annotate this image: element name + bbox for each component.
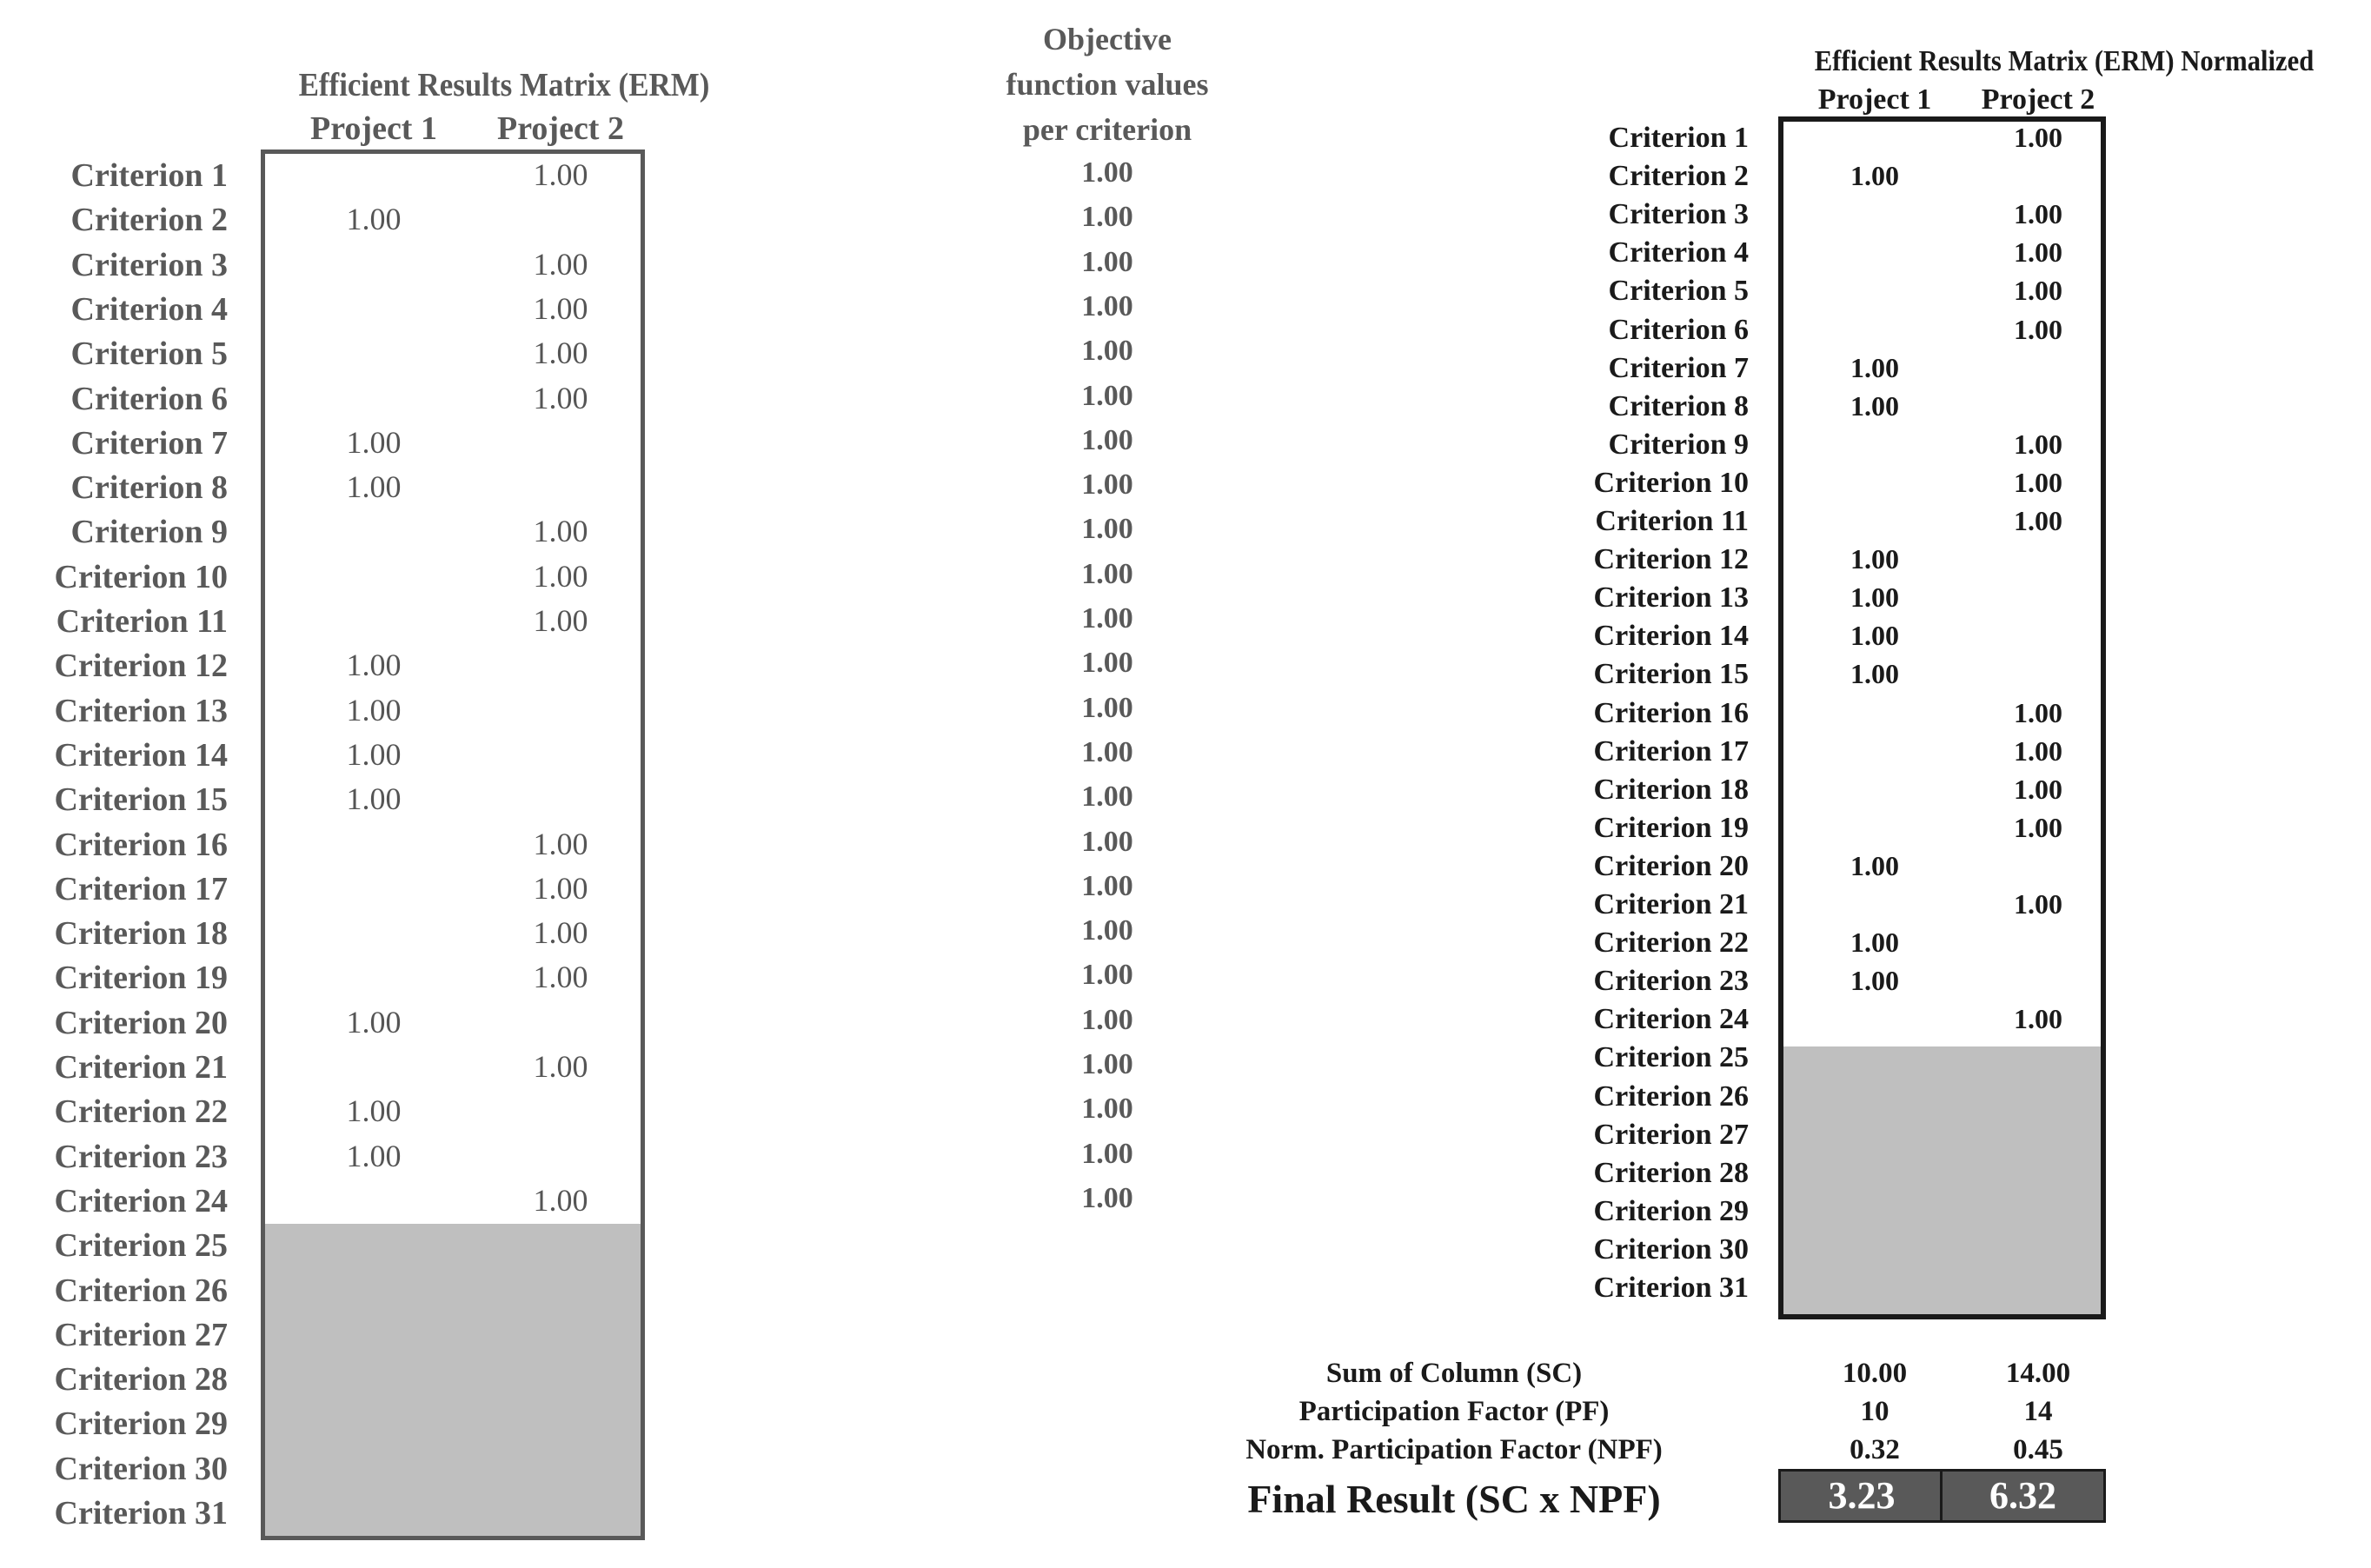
erm-row-label: Criterion 30	[54, 1450, 228, 1487]
erm-row-label: Criterion 31	[54, 1495, 228, 1531]
erm-normalized-row-label: Criterion 25	[1593, 1041, 1749, 1074]
erm-normalized-row-label: Criterion 23	[1593, 965, 1749, 998]
objective-value: 1.00	[1081, 602, 1133, 635]
summary-label-sc: Sum of Column (SC)	[1325, 1358, 1583, 1389]
erm-normalized-cell-project-1: 1.00	[1850, 849, 1899, 881]
erm-normalized-cell-project-2: 1.00	[2014, 198, 2062, 230]
erm-row-label: Criterion 25	[54, 1227, 228, 1265]
erm-normalized-row-label: Criterion 10	[1593, 466, 1749, 499]
erm-cell-project-2: 1.00	[533, 336, 588, 371]
erm-row-label: Criterion 8	[70, 469, 228, 507]
erm-normalized-cell-project-2: 1.00	[2014, 313, 2062, 345]
erm-normalized-row-label: Criterion 27	[1593, 1118, 1749, 1151]
summary-pf-project-1: 10	[1860, 1396, 1889, 1427]
objective-header-line-3: per criterion	[1022, 112, 1192, 147]
erm-normalized-disabled-region	[1783, 1046, 2101, 1314]
erm-row-label: Criterion 27	[54, 1316, 228, 1353]
erm-normalized-cell-project-1: 1.00	[1850, 389, 1899, 422]
erm-row-label: Criterion 16	[54, 826, 228, 863]
erm-cell-project-2: 1.00	[533, 826, 588, 861]
erm-normalized-cell-project-1: 1.00	[1850, 620, 1899, 652]
objective-value: 1.00	[1081, 379, 1133, 412]
erm-row-label: Criterion 13	[54, 692, 228, 729]
erm-cell-project-1: 1.00	[346, 736, 402, 772]
erm-normalized-cell-project-2: 1.00	[2014, 236, 2062, 269]
erm-normalized-cell-project-2: 1.00	[2014, 428, 2062, 460]
objective-value: 1.00	[1081, 825, 1133, 858]
final-result-project-1: 3.23	[1778, 1469, 1945, 1523]
erm-normalized-row-label: Criterion 11	[1595, 505, 1749, 537]
erm-cell-project-2: 1.00	[533, 290, 588, 326]
erm-row-label: Criterion 18	[54, 915, 228, 953]
erm-normalized-cell-project-1: 1.00	[1850, 927, 1899, 959]
objective-value: 1.00	[1081, 201, 1133, 234]
erm-normalized-cell-project-2: 1.00	[2014, 1003, 2062, 1035]
erm-row-label: Criterion 26	[54, 1272, 228, 1309]
erm-normalized-row-label: Criterion 13	[1593, 581, 1749, 615]
erm-normalized-header-project-1: Project 1	[1817, 83, 1932, 116]
erm-normalized-header-project-2: Project 2	[1981, 83, 2095, 116]
erm-cell-project-2: 1.00	[533, 1049, 588, 1084]
erm-normalized-row-label: Criterion 3	[1608, 198, 1749, 231]
objective-value: 1.00	[1081, 557, 1133, 590]
erm-normalized-cell-project-2: 1.00	[2014, 811, 2062, 843]
erm-row-label: Criterion 19	[54, 960, 228, 997]
erm-normalized-row-label: Criterion 1	[1608, 122, 1749, 154]
erm-normalized-row-label: Criterion 6	[1608, 313, 1749, 346]
erm-normalized-row-label: Criterion 8	[1608, 389, 1749, 422]
erm-cell-project-1: 1.00	[346, 692, 402, 728]
erm-normalized-title: Efficient Results Matrix (ERM) Normalized	[1814, 45, 2315, 77]
erm-cell-project-1: 1.00	[346, 1093, 402, 1129]
erm-normalized-cell-project-2: 1.00	[2014, 773, 2062, 805]
erm-normalized-cell-project-2: 1.00	[2014, 888, 2062, 920]
erm-normalized-cell-project-2: 1.00	[2014, 122, 2062, 153]
erm-header-project-1: Project 1	[310, 110, 437, 147]
erm-cell-project-2: 1.00	[533, 246, 588, 282]
erm-row-label: Criterion 29	[54, 1405, 228, 1443]
erm-cell-project-1: 1.00	[346, 469, 402, 505]
summary-sc-project-2: 14.00	[2005, 1358, 2071, 1389]
erm-row-label: Criterion 21	[54, 1049, 228, 1086]
objective-value: 1.00	[1081, 156, 1133, 189]
erm-row-label: Criterion 9	[70, 514, 228, 551]
objective-value: 1.00	[1081, 1048, 1133, 1080]
summary-label-pf: Participation Factor (PF)	[1298, 1396, 1610, 1427]
objective-value: 1.00	[1081, 647, 1133, 680]
erm-normalized-row-label: Criterion 29	[1593, 1194, 1749, 1227]
erm-row-label: Criterion 28	[54, 1361, 228, 1399]
erm-normalized-row-label: Criterion 14	[1593, 620, 1749, 653]
erm-normalized-cell-project-2: 1.00	[2014, 466, 2062, 498]
erm-normalized-row-label: Criterion 26	[1593, 1080, 1749, 1113]
erm-row-label: Criterion 20	[54, 1004, 228, 1041]
erm-normalized-row-label: Criterion 4	[1608, 236, 1749, 269]
erm-normalized-row-label: Criterion 17	[1593, 734, 1749, 767]
erm-row-label: Criterion 2	[70, 202, 228, 239]
erm-normalized-row-label: Criterion 15	[1593, 658, 1749, 691]
erm-normalized-row-label: Criterion 7	[1608, 351, 1749, 384]
objective-value: 1.00	[1081, 1003, 1133, 1036]
erm-row-label: Criterion 24	[54, 1182, 228, 1219]
erm-row-label: Criterion 11	[56, 603, 228, 640]
final-result-project-2: 6.32	[1940, 1469, 2106, 1523]
erm-normalized-cell-project-1: 1.00	[1850, 543, 1899, 575]
erm-normalized-row-label: Criterion 30	[1593, 1232, 1749, 1266]
erm-row-label: Criterion 23	[54, 1138, 228, 1175]
erm-cell-project-2: 1.00	[533, 558, 588, 594]
erm-cell-project-2: 1.00	[533, 870, 588, 906]
final-result-label: Final Result (SC x NPF)	[1247, 1477, 1661, 1521]
summary-npf-project-1: 0.32	[1850, 1434, 1900, 1465]
erm-normalized-cell-project-1: 1.00	[1850, 581, 1899, 614]
objective-value: 1.00	[1081, 1137, 1133, 1170]
erm-cell-project-1: 1.00	[346, 781, 402, 817]
summary-sc-project-1: 10.00	[1842, 1358, 1908, 1389]
erm-row-label: Criterion 22	[54, 1093, 228, 1131]
erm-normalized-row-label: Criterion 2	[1608, 160, 1749, 193]
erm-normalized-cell-project-1: 1.00	[1850, 658, 1899, 690]
erm-normalized-row-label: Criterion 22	[1593, 927, 1749, 960]
erm-row-label: Criterion 3	[70, 246, 228, 283]
summary-npf-project-2: 0.45	[2013, 1434, 2063, 1465]
erm-cell-project-2: 1.00	[533, 380, 588, 415]
erm-row-label: Criterion 6	[70, 380, 228, 417]
objective-value: 1.00	[1081, 959, 1133, 992]
erm-cell-project-1: 1.00	[346, 648, 402, 683]
erm-normalized-row-label: Criterion 19	[1593, 811, 1749, 844]
erm-normalized-row-label: Criterion 31	[1593, 1272, 1749, 1304]
objective-value: 1.00	[1081, 914, 1133, 947]
objective-value: 1.00	[1081, 869, 1133, 902]
erm-cell-project-1: 1.00	[346, 1004, 402, 1040]
erm-disabled-region	[265, 1224, 641, 1536]
objective-value: 1.00	[1081, 245, 1133, 278]
erm-normalized-row-label: Criterion 28	[1593, 1156, 1749, 1189]
erm-normalized-row-label: Criterion 12	[1593, 543, 1749, 576]
erm-normalized-cell-project-2: 1.00	[2014, 505, 2062, 536]
erm-cell-project-2: 1.00	[533, 514, 588, 549]
erm-cell-project-1: 1.00	[346, 202, 402, 237]
erm-normalized-row-label: Criterion 5	[1608, 275, 1749, 308]
erm-row-label: Criterion 5	[70, 336, 228, 373]
objective-value: 1.00	[1081, 335, 1133, 368]
objective-header-line-2: function values	[1006, 67, 1209, 102]
objective-value: 1.00	[1081, 691, 1133, 724]
objective-value: 1.00	[1081, 289, 1133, 322]
erm-normalized-row-label: Criterion 20	[1593, 849, 1749, 882]
objective-value: 1.00	[1081, 1093, 1133, 1126]
erm-cell-project-2: 1.00	[533, 603, 588, 638]
erm-cell-project-2: 1.00	[533, 1182, 588, 1218]
erm-normalized-cell-project-1: 1.00	[1850, 351, 1899, 383]
objective-value: 1.00	[1081, 1181, 1133, 1214]
erm-row-label: Criterion 4	[70, 290, 228, 328]
erm-normalized-cell-project-1: 1.00	[1850, 160, 1899, 192]
objective-value: 1.00	[1081, 423, 1133, 456]
erm-normalized-cell-project-2: 1.00	[2014, 696, 2062, 728]
summary-label-npf: Norm. Participation Factor (NPF)	[1245, 1434, 1663, 1465]
erm-row-label: Criterion 7	[70, 424, 228, 462]
erm-row-label: Criterion 17	[54, 870, 228, 907]
erm-row-label: Criterion 10	[54, 558, 228, 595]
erm-normalized-row-label: Criterion 18	[1593, 773, 1749, 806]
summary-pf-project-2: 14	[2023, 1396, 2053, 1427]
erm-cell-project-1: 1.00	[346, 424, 402, 460]
erm-cell-project-1: 1.00	[346, 1138, 402, 1173]
erm-normalized-cell-project-2: 1.00	[2014, 734, 2062, 767]
erm-cell-project-2: 1.00	[533, 915, 588, 951]
erm-normalized-cell-project-1: 1.00	[1850, 965, 1899, 997]
erm-row-label: Criterion 1	[70, 157, 228, 194]
erm-normalized-row-label: Criterion 21	[1593, 888, 1749, 920]
erm-header-project-2: Project 2	[497, 110, 624, 147]
objective-value: 1.00	[1081, 735, 1133, 768]
erm-normalized-cell-project-2: 1.00	[2014, 275, 2062, 307]
erm-row-label: Criterion 15	[54, 781, 228, 819]
erm-normalized-row-label: Criterion 16	[1593, 696, 1749, 729]
erm-cell-project-2: 1.00	[533, 960, 588, 995]
objective-value: 1.00	[1081, 781, 1133, 814]
objective-value: 1.00	[1081, 468, 1133, 502]
erm-row-label: Criterion 14	[54, 736, 228, 774]
objective-header-line-1: Objective	[1043, 22, 1172, 56]
objective-value: 1.00	[1081, 513, 1133, 546]
erm-row-label: Criterion 12	[54, 648, 228, 685]
erm-cell-project-2: 1.00	[533, 157, 588, 192]
erm-title: Efficient Results Matrix (ERM)	[298, 67, 710, 103]
erm-normalized-row-label: Criterion 9	[1608, 428, 1749, 461]
erm-normalized-row-label: Criterion 24	[1593, 1003, 1749, 1036]
